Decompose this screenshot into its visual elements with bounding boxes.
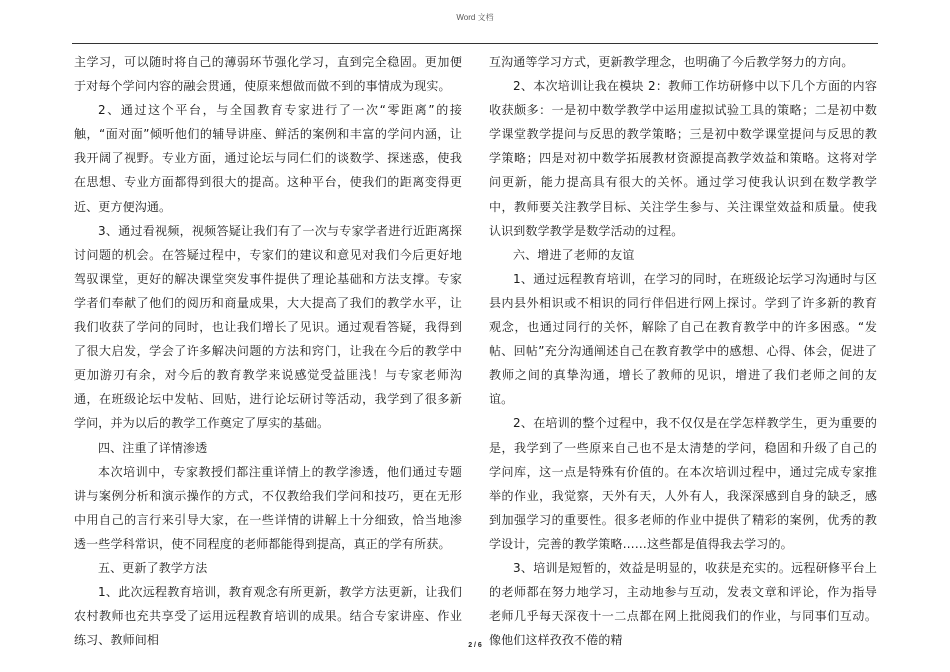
paragraph: 本次培训中，专家教授们都注重详情上的教学渗透，他们通过专题讲与案例分析和演示操作的方式，不仅教给我们学问和技巧，更在无形中用自己的言行来引导大家，在一些详情的讲解上十分细致，恰当地渗透一些学科常识，使不同程度的老师都能得到提高，真正的学有所获。 xyxy=(74,464,462,551)
paragraph: 1、通过远程教育培训，在学习的同时，在班级论坛学习沟通时与区县内县外相识或不相识的同行伴侣进行网上探讨。学到了许多新的教育观念，也通过同行的关怀，解除了自己在教育教学中的许多困惑。“发帖、回帖”充分沟通阐述自己在教育教学中的感想、心得、体会，促进了教师之间的真挚沟通，增长了教师的见识，增进了我们老师之间的友谊。 xyxy=(489,271,877,407)
paragraph: 2、通过这个平台，与全国教育专家进行了一次“零距离”的接触，“面对面”倾听他们的辅导讲座、鲜活的案例和丰富的学问内涵，让我开阔了视野。专业方面，通过论坛与同仁们的谈数学、探迷惑，使我在思想、专业方面都得到很大的提高。这种平台，使我们的距离变得更近、更方便沟通。 xyxy=(74,103,462,214)
page-number: 2 / 6 xyxy=(468,642,482,649)
paragraph-continuation: 主学习，可以随时将自己的薄弱环节强化学习，直到完全稳固。更加便于对每个学问内容的融会贯通，使原来想做而做不到的事情成为现实。 xyxy=(74,55,462,94)
paragraph-continuation: 互沟通等学习方式，更新教学理念，也明确了今后教学努力的方向。 xyxy=(489,55,854,69)
section-heading: 四、注重了详情渗透 xyxy=(98,440,208,455)
paragraph: 1、此次远程教育培训，教育观念有所更新，教学方法更新，让我们农村教师也充共享受了运用远程教育培训的成果。结合专家讲座、作业练习、教师间相 xyxy=(74,585,462,648)
document-header-label: Word 文档 xyxy=(456,13,494,22)
section-heading: 五、更新了教学方法 xyxy=(98,560,208,575)
paragraph: 3、培训是短暂的，效益是明显的，收获是充实的。远程研修平台上的老师都在努力地学习，主动地参与互动，发表文章和评论，作为指导老师几乎每天深夜十一二点都在网上批阅我们的作业，与同事们互动。像他们这样孜孜不倦的精 xyxy=(489,560,877,648)
paragraph: 2、在培训的整个过程中，我不仅仅是在学怎样教学生，更为重要的是，我学到了一些原来自己也不是太清楚的学问，稳固和升级了自己的学问库，这一点是特殊有价值的。在本次培训过程中，通过完成专家推举的作业，我觉察，天外有天，人外有人，我深深感到自身的缺乏，感到加强学习的重要性。很多老师的作业中提供了精彩的案例，优秀的教学设计，完善的教学策略……这些都是值得我去学习的。 xyxy=(489,416,877,551)
left-text-column xyxy=(74,50,462,652)
paragraph: 2、本次培训让我在模块 2：教师工作坊研修中以下几个方面的内容收获颇多：一是初中数学教学中运用虚拟试验工具的策略；二是初中数学课堂教学提问与反思的教学策略；三是初中数学课堂提问与反思的教学策略；四是对初中数学拓展教材资源提高教学效益和策略。这将对学问更新，能力提高具有很大的关怀。通过学习使我认识到在数学教学中，教师要关注教学目标、关注学生参与、关注课堂效益和质量。使我认识到数学教学是数学活动的过程。 xyxy=(489,79,877,238)
paragraph: 3、通过看视频，视频答疑让我们有了一次与专家学者进行近距离探讨问题的机会。在答疑过程中，专家们的建议和意见对我们今后更好地驾驭课堂，更好的解决课堂突发事件提供了理论基础和方法支撑。专家学者们奉献了他们的阅历和商量成果，大大提高了我们的教学水平，让我们收获了学问的同时，也让我们增长了见识。通过观看答疑，我得到了很大启发，学会了许多解决问题的方法和窍门，让我在今后的教学中更加游刃有余，对今后的教育教学来说感觉受益匪浅！与专家老师沟通，在班级论坛中发帖、回贴，进行论坛研讨等活动，我学到了很多新学问，并为以后的教学工作奠定了厚实的基础。 xyxy=(74,223,462,431)
header-divider xyxy=(72,43,878,44)
right-text-column xyxy=(489,50,877,652)
section-heading: 六、增进了老师的友谊 xyxy=(513,247,635,262)
